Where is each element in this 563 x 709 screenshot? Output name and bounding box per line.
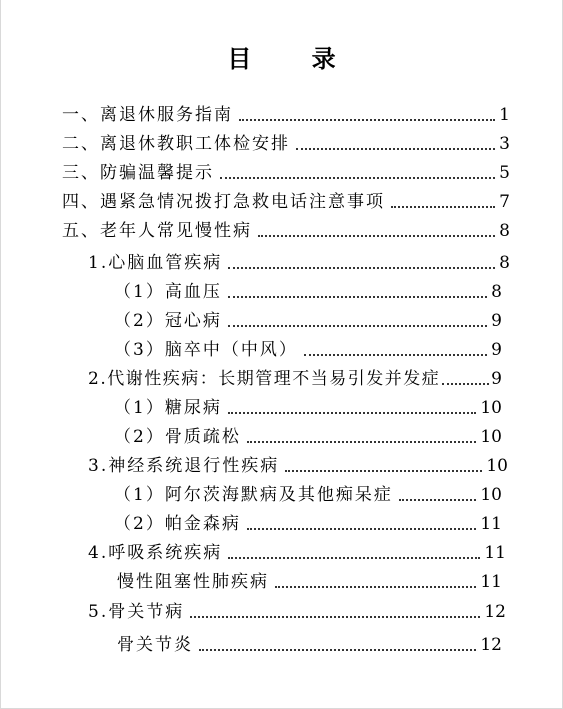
toc-entry-label: （2）冠心病 xyxy=(114,311,222,331)
dot-leader xyxy=(239,119,495,121)
toc-entry-page: 3 xyxy=(499,134,510,154)
toc-entry[interactable] xyxy=(114,482,502,506)
toc-entry-label: 2.代谢性疾病：长期管理不当易引发并发症 xyxy=(88,369,441,389)
dot-leader xyxy=(304,354,487,356)
toc-entry-page: 11 xyxy=(480,514,502,534)
toc-entry-label: （3）脑卒中（中风） xyxy=(114,340,298,360)
dot-leader xyxy=(296,148,495,150)
toc-entry-label: 4.呼吸系统疾病 xyxy=(88,543,223,563)
page-title: 目 录 xyxy=(227,44,362,73)
dot-leader xyxy=(442,383,489,385)
toc-entry-label: 慢性阻塞性肺疾病 xyxy=(117,572,269,592)
toc-entry-page: 10 xyxy=(486,456,508,476)
dot-leader xyxy=(228,296,487,298)
toc-entry-page: 9 xyxy=(491,340,502,360)
dot-leader xyxy=(285,470,482,472)
toc-entry-label: 5.骨关节病 xyxy=(88,602,185,622)
dot-leader xyxy=(199,649,476,651)
dot-leader xyxy=(228,325,487,327)
dot-leader xyxy=(228,267,495,269)
toc-entry-page: 8 xyxy=(499,253,510,273)
toc-entry[interactable] xyxy=(88,540,506,564)
toc-entry-label: （2）骨质疏松 xyxy=(114,427,241,447)
toc-entry-label: （1）阿尔茨海默病及其他痴呆症 xyxy=(114,485,393,505)
toc-entry-page: 11 xyxy=(484,543,506,563)
toc-entry-label: （1）糖尿病 xyxy=(114,398,222,418)
dot-leader xyxy=(228,557,480,559)
toc-entry[interactable] xyxy=(62,160,510,184)
toc-entry[interactable] xyxy=(117,632,502,656)
toc-entry-label: （2）帕金森病 xyxy=(114,514,241,534)
toc-entry[interactable] xyxy=(114,279,502,303)
toc-entry-label: 三、防骗温馨提示 xyxy=(62,163,214,183)
toc-entry[interactable] xyxy=(117,569,502,593)
dot-leader xyxy=(247,441,477,443)
toc-entry-page: 7 xyxy=(499,192,510,212)
toc-entry-label: 3.神经系统退行性疾病 xyxy=(88,456,280,476)
toc-entry-page: 12 xyxy=(484,602,506,622)
toc-entry[interactable] xyxy=(88,453,508,477)
toc-entry-label: 五、老年人常见慢性病 xyxy=(62,221,252,241)
toc-entry-label: 骨关节炎 xyxy=(117,635,193,655)
toc-entry-page: 12 xyxy=(480,635,502,655)
toc-entry[interactable] xyxy=(114,511,502,535)
toc-entry[interactable] xyxy=(62,131,510,155)
toc-entry-page: 10 xyxy=(480,398,502,418)
toc-entry[interactable] xyxy=(88,599,506,623)
toc-entry-label: 二、离退休教职工体检安排 xyxy=(62,134,290,154)
toc-entry[interactable] xyxy=(62,102,510,126)
toc-entry[interactable] xyxy=(114,337,502,361)
dot-leader xyxy=(247,528,477,530)
dot-leader xyxy=(190,616,480,618)
dot-leader xyxy=(258,235,495,237)
toc-entry-page: 9 xyxy=(491,369,502,389)
toc-entry-page: 5 xyxy=(499,163,510,183)
toc-entry-page: 1 xyxy=(499,105,510,125)
toc-entry-label: （1）高血压 xyxy=(114,282,222,302)
toc-entry[interactable] xyxy=(62,218,510,242)
toc-entry-page: 10 xyxy=(480,427,502,447)
toc-entry[interactable] xyxy=(62,189,510,213)
toc-entry[interactable] xyxy=(88,366,502,390)
toc-entry-page: 8 xyxy=(499,221,510,241)
dot-leader xyxy=(228,412,477,414)
toc-entry-page: 8 xyxy=(491,282,502,302)
toc-entry-page: 11 xyxy=(480,572,502,592)
toc-entry[interactable] xyxy=(114,424,502,448)
toc-entry-label: 四、遇紧急情况拨打急救电话注意事项 xyxy=(62,192,385,212)
dot-leader xyxy=(220,177,495,179)
toc-entry-page: 10 xyxy=(480,485,502,505)
dot-leader xyxy=(275,586,476,588)
dot-leader xyxy=(391,206,495,208)
toc-entry[interactable] xyxy=(114,395,502,419)
toc-entry-page: 9 xyxy=(491,311,502,331)
toc-entry[interactable] xyxy=(114,308,502,332)
toc-entry-label: 1.心脑血管疾病 xyxy=(88,253,223,273)
toc-entry-label: 一、离退休服务指南 xyxy=(62,105,233,125)
toc-entry[interactable] xyxy=(88,250,510,274)
dot-leader xyxy=(399,499,477,501)
